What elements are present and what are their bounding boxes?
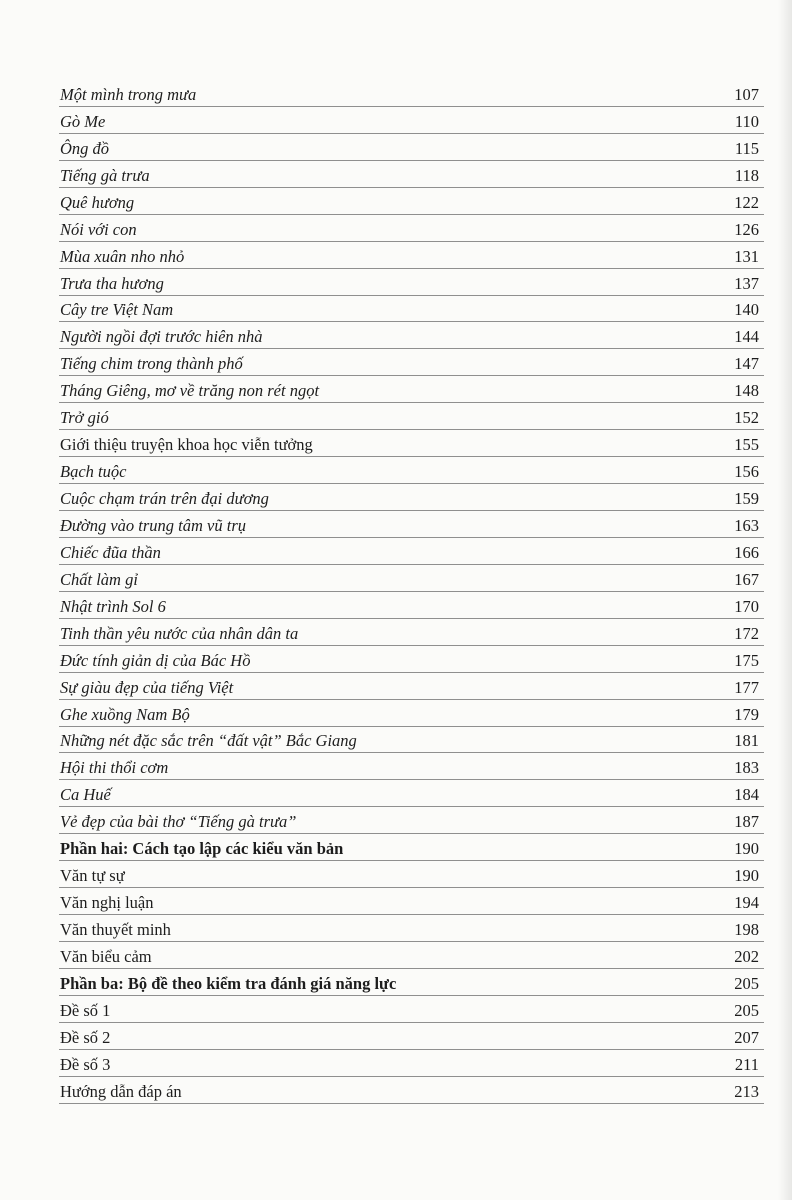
toc-entry-title: Tiếng gà trưa (60, 165, 150, 185)
toc-entry (59, 269, 764, 296)
toc-entry (59, 996, 764, 1023)
toc-entry-title: Phần hai: Cách tạo lập các kiểu văn bản (60, 839, 344, 859)
toc-entry-title: Đường vào trung tâm vũ trụ (60, 515, 247, 535)
toc-entry-page-number: 115 (734, 138, 759, 158)
toc-entry-title: Tháng Giêng, mơ về trăng non rét ngọt (60, 381, 320, 401)
toc-entry-page-number: 122 (734, 192, 759, 212)
toc-entry (59, 322, 764, 349)
toc-entry (59, 592, 764, 619)
toc-entry (59, 619, 764, 646)
toc-entry-page-number: 190 (734, 866, 759, 886)
toc-entry-title: Trở gió (60, 408, 109, 428)
toc-entry (59, 942, 764, 969)
toc-entry (59, 727, 764, 754)
toc-entry-title: Những nét đặc sắc trên “đất vật” Bắc Giang (60, 731, 357, 751)
toc-entry-page-number: 198 (734, 920, 759, 939)
toc-entry-title: Phần ba: Bộ đề theo kiểm tra đánh giá năng lực (60, 973, 397, 993)
toc-entry-title: Chất làm gỉ (60, 569, 138, 589)
toc-entry-title: Gò Me (60, 111, 106, 131)
toc-entry (59, 807, 764, 834)
toc-entry-page-number: 205 (734, 1000, 759, 1020)
toc-entry-title: Tiếng chim trong thành phố (60, 354, 243, 374)
toc-entry (59, 915, 764, 942)
toc-entry (59, 107, 764, 134)
toc-entry (59, 430, 764, 457)
toc-entry (59, 457, 764, 484)
toc-entry-title: Văn tự sự (60, 866, 125, 886)
toc-entry (59, 80, 764, 107)
toc-entry-page-number: 181 (734, 731, 759, 751)
toc-entry-page-number: 202 (734, 946, 759, 966)
page-edge-shadow (778, 0, 792, 1200)
toc-entry-title: Đề số 1 (60, 1000, 111, 1020)
toc-entry (59, 753, 764, 780)
toc-entry (59, 215, 764, 242)
toc-entry-page-number: 166 (734, 542, 759, 562)
toc-entry-page-number: 184 (734, 785, 759, 805)
toc-entry-title: Ông đồ (60, 138, 110, 158)
toc-entry (59, 565, 764, 592)
toc-entry-title: Tinh thần yêu nước của nhân dân ta (60, 623, 299, 643)
toc-entry-page-number: 110 (734, 111, 759, 131)
toc-entry (59, 403, 764, 430)
toc-entry (59, 188, 764, 215)
toc-entry-title: Cây tre Việt Nam (60, 300, 174, 320)
toc-entry (59, 242, 764, 269)
toc-entry-page-number: 107 (734, 84, 759, 104)
toc-entry-title: Nhật trình Sol 6 (60, 596, 166, 616)
toc-entry-page-number: 213 (734, 1081, 759, 1101)
toc-entry-page-number: 170 (734, 596, 759, 616)
table-of-contents (59, 80, 764, 1104)
toc-entry-page-number: 148 (734, 381, 759, 401)
toc-entry-page-number: 144 (734, 327, 759, 347)
toc-entry-page-number: 207 (734, 1027, 759, 1047)
toc-entry-page-number: 137 (734, 273, 759, 293)
toc-entry (59, 1050, 764, 1077)
toc-entry-page-number: 163 (734, 515, 759, 535)
toc-entry-title: Mùa xuân nho nhỏ (60, 246, 185, 266)
toc-entry (59, 700, 764, 727)
toc-entry (59, 1023, 764, 1050)
toc-entry-page-number: 177 (734, 677, 759, 697)
toc-entry-page-number: 156 (734, 462, 759, 482)
toc-entry-page-number: 167 (734, 569, 759, 589)
toc-entry-page-number: 205 (734, 973, 759, 993)
toc-entry-title: Đức tính giản dị của Bác Hồ (60, 650, 251, 670)
toc-entry-title: Quê hương (60, 192, 135, 212)
toc-entry (59, 780, 764, 807)
toc-entry-title: Ghe xuồng Nam Bộ (60, 704, 190, 724)
toc-entry-page-number: 179 (734, 704, 759, 724)
toc-entry (59, 134, 764, 161)
toc-entry-title: Hướng dẫn đáp án (60, 1081, 182, 1101)
toc-entry-page-number: 147 (734, 354, 759, 374)
toc-entry-title: Vẻ đẹp của bài thơ “Tiếng gà trưa” (60, 812, 297, 832)
toc-entry-page-number: 140 (734, 300, 759, 320)
toc-entry-page-number: 175 (734, 650, 759, 670)
toc-entry-title: Văn thuyết minh (60, 920, 171, 939)
toc-entry (59, 538, 764, 565)
toc-entry-title: Nói với con (60, 219, 137, 239)
toc-entry-title: Một mình trong mưa (60, 84, 197, 104)
toc-entry-title: Người ngồi đợi trước hiên nhà (60, 327, 263, 347)
toc-entry (59, 1077, 764, 1104)
toc-entry-title: Ca Huế (60, 785, 111, 805)
toc-entry-page-number: 190 (734, 839, 759, 859)
toc-entry-title: Hội thi thổi cơm (60, 758, 169, 778)
toc-entry-title: Cuộc chạm trán trên đại dương (60, 489, 269, 508)
toc-entry (59, 646, 764, 673)
toc-entry (59, 349, 764, 376)
toc-entry-page-number: 159 (734, 489, 759, 508)
toc-entry-title: Bạch tuộc (60, 462, 127, 482)
toc-entry (59, 161, 764, 188)
toc-entry-title: Chiếc đũa thần (60, 542, 161, 562)
toc-entry-page-number: 194 (734, 893, 759, 913)
toc-entry (59, 484, 764, 511)
toc-entry-title: Trưa tha hương (60, 273, 164, 293)
toc-entry-page-number: 211 (734, 1054, 759, 1074)
toc-entry-page-number: 155 (734, 435, 759, 455)
toc-entry-title: Văn biểu cảm (60, 946, 152, 966)
toc-entry-page-number: 152 (734, 408, 759, 428)
toc-entry-title: Đề số 3 (60, 1054, 111, 1074)
toc-entry (59, 888, 764, 915)
toc-entry-page-number: 131 (734, 246, 759, 266)
toc-entry-title: Giới thiệu truyện khoa học viễn tưởng (60, 435, 313, 455)
toc-entry (59, 296, 764, 323)
toc-entry-page-number: 118 (734, 165, 759, 185)
toc-entry (59, 511, 764, 538)
toc-entry-title: Đề số 2 (60, 1027, 111, 1047)
toc-entry-page-number: 187 (734, 812, 759, 832)
toc-entry-page-number: 183 (734, 758, 759, 778)
toc-section-heading (59, 969, 764, 996)
toc-entry-page-number: 126 (734, 219, 759, 239)
toc-entry (59, 861, 764, 888)
toc-entry (59, 673, 764, 700)
toc-entry-page-number: 172 (734, 623, 759, 643)
toc-entry (59, 376, 764, 403)
toc-section-heading (59, 834, 764, 861)
toc-entry-title: Văn nghị luận (60, 893, 154, 913)
toc-entry-title: Sự giàu đẹp của tiếng Việt (60, 677, 234, 697)
